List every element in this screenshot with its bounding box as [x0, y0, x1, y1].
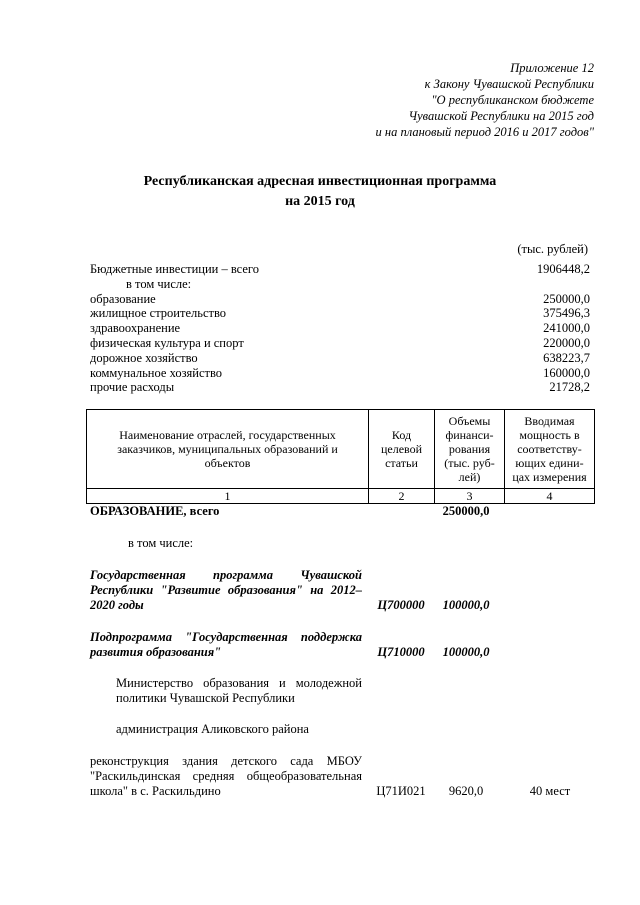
title-line-2: на 2015 год — [285, 194, 355, 209]
header-capacity: Вводимая мощность в соответству-ющих едини-цах измерения — [505, 410, 595, 489]
table-header-row — [87, 410, 595, 489]
appendix-line-4: Чувашской Республики на 2015 год — [408, 109, 594, 123]
summary-row — [90, 366, 590, 381]
column-number: 2 — [369, 489, 435, 504]
object-capacity: 40 мест — [529, 784, 571, 798]
summary-label: дорожное хозяйство — [90, 350, 198, 365]
appendix-line-1: Приложение 12 — [510, 61, 594, 75]
subprogram-code: Ц710000 — [377, 645, 425, 659]
summary-label: физическая культура и спорт — [90, 335, 244, 350]
summary-list — [90, 262, 590, 395]
program-code: Ц700000 — [377, 598, 425, 612]
column-number: 3 — [435, 489, 505, 504]
object-code: Ц71И021 — [376, 784, 426, 798]
summary-label: здравоохранение — [90, 321, 181, 336]
title-line-1: Республиканская адресная инвестиционная программа — [143, 174, 497, 189]
education-total-label: ОБРАЗОВАНИЕ, всего — [90, 504, 220, 518]
summary-label: жилищное строительство — [90, 306, 227, 321]
summary-row — [90, 351, 590, 366]
investment-table-header — [86, 409, 595, 504]
summary-label: образование — [90, 291, 156, 306]
education-total-amount: 250000,0 — [442, 504, 490, 518]
document-title — [0, 172, 640, 212]
appendix-line-5: и на плановый период 2016 и 2017 годов" — [375, 125, 594, 139]
appendix-line-3: "О республиканском бюджете — [431, 93, 594, 107]
object-name: реконструкция здания детского сада МБОУ "Раскильдинская средняя общеобразовательная школа" в с. Раскильдино — [90, 754, 362, 798]
summary-label: коммунальное хозяйство — [90, 365, 223, 380]
column-number: 4 — [505, 489, 595, 504]
summary-value: 241000,0 — [543, 321, 590, 336]
subprogram-amount: 100000,0 — [442, 645, 490, 659]
summary-row — [90, 306, 590, 321]
units-label: (тыс. рублей) — [517, 242, 588, 256]
appendix-line-2: к Закону Чувашской Республики — [424, 77, 594, 91]
appendix-header — [264, 60, 594, 140]
program-amount: 100000,0 — [442, 598, 490, 612]
summary-value: 220000,0 — [543, 335, 590, 350]
header-amount: Объемы финанси-рования (тыс. руб-лей) — [435, 410, 505, 489]
object-amount: 9620,0 — [448, 784, 484, 798]
header-code: Код целевой статьи — [369, 410, 435, 489]
summary-row — [90, 321, 590, 336]
summary-value: 250000,0 — [543, 291, 590, 306]
subprogram-name: Подпрограмма "Государственная поддержка развития образования" — [90, 630, 362, 659]
header-name: Наименование отраслей, государственных заказчиков, муниципальных образований и объектов — [87, 410, 369, 489]
program-name: Государственная программа Чувашской Республики "Развитие образования" на 2012–2020 годы — [90, 568, 362, 612]
summary-row — [90, 262, 590, 277]
summary-value: 21728,2 — [549, 380, 590, 395]
summary-value: 638223,7 — [543, 350, 590, 365]
summary-label: прочие расходы — [90, 380, 175, 395]
summary-value: 375496,3 — [543, 306, 590, 321]
ministry-name: Министерство образования и молодежной политики Чувашской Республики — [116, 676, 362, 705]
table-number-row — [87, 489, 595, 504]
summary-row — [90, 292, 590, 307]
column-number: 1 — [87, 489, 369, 504]
summary-row — [90, 277, 590, 292]
summary-label: Бюджетные инвестиции – всего — [90, 262, 259, 276]
summary-value: 160000,0 — [543, 365, 590, 380]
including-label: в том числе: — [128, 536, 194, 550]
summary-label: в том числе: — [126, 276, 192, 291]
summary-row — [90, 380, 590, 395]
summary-value: 1906448,2 — [536, 262, 590, 276]
summary-row — [90, 336, 590, 351]
district-name: администрация Аликовского района — [116, 722, 309, 736]
